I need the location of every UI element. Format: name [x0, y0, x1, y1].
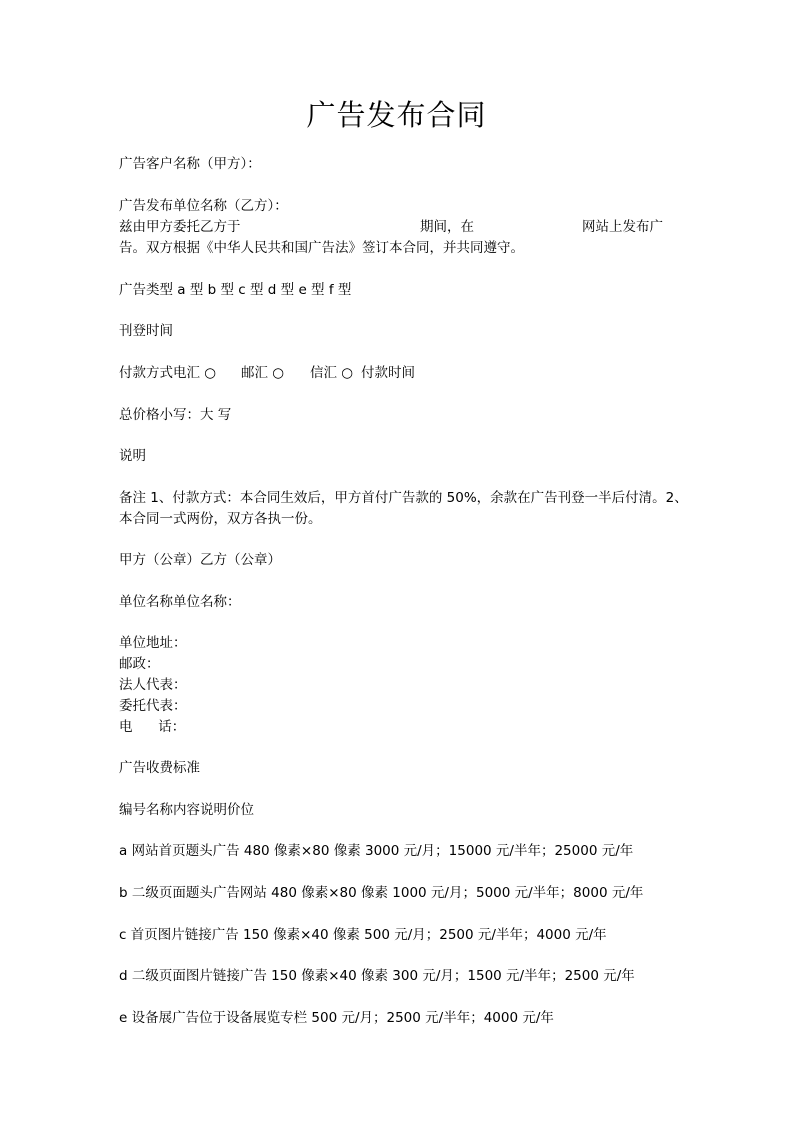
payment-mail: 邮汇 ○ — [241, 365, 285, 381]
unit-address: 单位地址： — [119, 635, 187, 651]
description: 说明 — [119, 448, 146, 464]
fee-row-e: e 设备展广告位于设备展览专栏 500 元/月；2500 元/半年；4000 元/年 — [119, 1010, 554, 1026]
publisher-name-label: 广告发布单位名称（乙方）： — [119, 198, 288, 214]
legal-rep: 法人代表： — [119, 677, 187, 693]
table-header: 编号名称内容说明价位 — [119, 802, 254, 818]
payment-time: 付款时间 — [361, 365, 415, 381]
entrust-line2: 告。双方根据《中华人民共和国广告法》签订本合同，并共同遵守。 — [119, 240, 524, 256]
client-name-label: 广告客户名称（甲方）： — [119, 156, 261, 172]
fee-row-d: d 二级页面图片链接广告 150 像素×40 像素 300 元/月；1500 元/半年；2500 元/年 — [119, 968, 635, 984]
phone: 电 话： — [119, 719, 186, 735]
remarks-line2: 本合同一式两份，双方各执一份。 — [119, 511, 322, 527]
publish-time: 刊登时间 — [119, 323, 173, 339]
fee-row-b: b 二级页面题头广告网站 480 像素×80 像素 1000 元/月；5000 元/半年；8000 元/年 — [119, 885, 644, 901]
payment-letter: 信汇 ○ — [310, 365, 354, 381]
ad-types: 广告类型 a 型 b 型 c 型 d 型 e 型 f 型 — [119, 282, 352, 298]
entrusted-rep: 委托代表： — [119, 698, 187, 714]
entrust-part3: 网站上发布广 — [582, 219, 663, 235]
fee-row-c: c 首页图片链接广告 150 像素×40 像素 500 元/月；2500 元/半年；4000 元/年 — [119, 927, 607, 943]
unit-names: 单位名称单位名称： — [119, 594, 241, 610]
entrust-part1: 兹由甲方委托乙方于 — [119, 219, 241, 235]
postal: 邮政： — [119, 656, 160, 672]
entrust-part2: 期间，在 — [420, 219, 474, 235]
fee-standard: 广告收费标准 — [119, 760, 200, 776]
total-price: 总价格小写：大 写 — [119, 407, 232, 423]
seals: 甲方（公章）乙方（公章） — [119, 552, 281, 568]
document-title: 广告发布合同 — [306, 98, 487, 132]
payment-wire: 付款方式电汇 ○ — [119, 365, 217, 381]
fee-row-a: a 网站首页题头广告 480 像素×80 像素 3000 元/月；15000 元/半年；25000 元/年 — [119, 843, 634, 859]
remarks-line1: 备注 1、付款方式：本合同生效后，甲方首付广告款的 50%，余款在广告刊登一半后付清。2、 — [119, 490, 688, 506]
